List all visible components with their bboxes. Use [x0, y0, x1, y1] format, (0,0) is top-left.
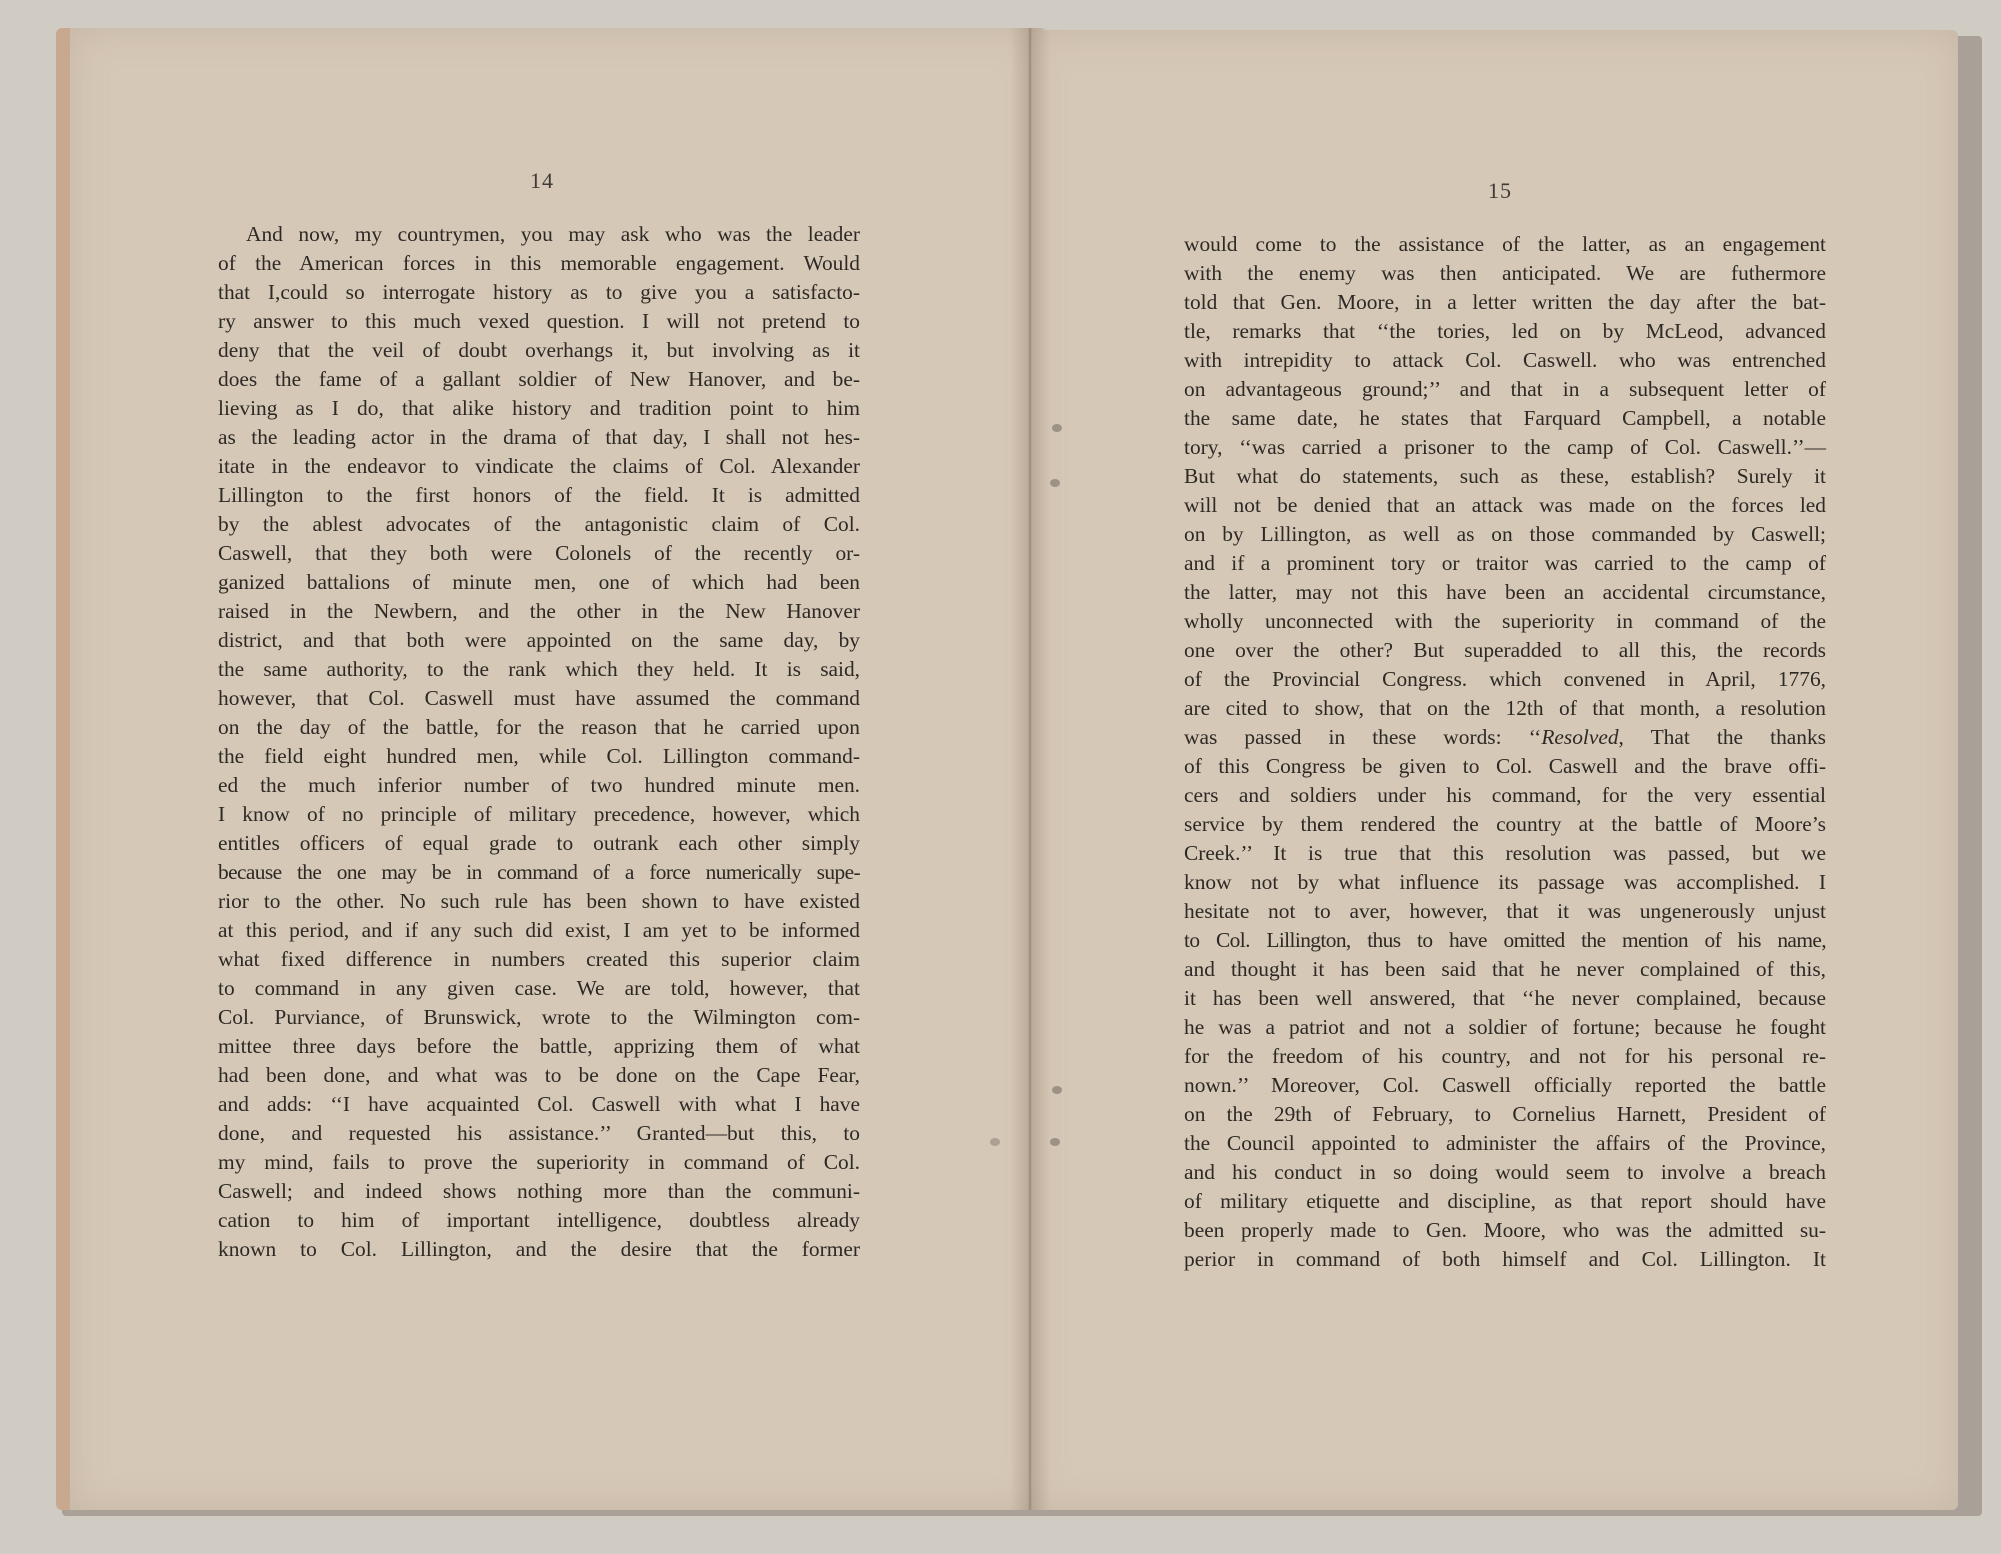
text-line: nown.’’ Moreover, Col. Caswell officially reported the battle	[1184, 1073, 1826, 1097]
text-line: the same date, he states that Farquard Campbell, a notable	[1184, 406, 1826, 430]
text-line: of the American forces in this memorable engagement. Would	[218, 251, 860, 275]
text-line: and his conduct in so doing would seem to involve a breach	[1184, 1160, 1826, 1184]
text-line: know not by what influence its passage was accomplished. I	[1184, 870, 1826, 894]
text-line: on by Lillington, as well as on those commanded by Caswell;	[1184, 522, 1826, 546]
text-line: that I,could so interrogate history as to give you a satisfacto-	[218, 280, 860, 304]
text-line: would come to the assistance of the latter, as an engagement	[1184, 232, 1826, 256]
page-number-left: 14	[530, 168, 554, 193]
resolved-lead: was passed in these words:	[1184, 725, 1502, 749]
text-line: to command in any given case. We are told, however, that	[218, 976, 860, 1000]
text-line: by the ablest advocates of the antagonistic claim of Col.	[218, 512, 860, 536]
text-line: the same authority, to the rank which they held. It is said,	[218, 657, 860, 681]
text-line: and thought it has been said that he never complained of this,	[1184, 957, 1826, 981]
text-line: ganized battalions of minute men, one of which had been	[218, 570, 860, 594]
text-line: are cited to show, that on the 12th of that month, a resolution	[1184, 696, 1826, 720]
binding-hole	[1052, 1086, 1062, 1094]
text-line: been properly made to Gen. Moore, who was the admitted su-	[1184, 1218, 1826, 1242]
text-line: I know of no principle of military precedence, however, which	[218, 802, 860, 826]
text-line: raised in the Newbern, and the other in the New Hanover	[218, 599, 860, 623]
text-line: with the enemy was then anticipated. We are futhermore	[1184, 261, 1826, 285]
text-line: cers and soldiers under his command, for the very essential	[1184, 783, 1826, 807]
text-line: he was a patriot and not a soldier of fortune; because he fought	[1184, 1015, 1826, 1039]
text-line: But what do statements, such as these, establish? Surely it	[1184, 464, 1826, 488]
page-number-right: 15	[1488, 178, 1512, 203]
text-line: done, and requested his assistance.’’ Granted—but this, to	[218, 1121, 860, 1145]
text-line: had been done, and what was to be done on the Cape Fear,	[218, 1063, 860, 1087]
binding-hole	[1050, 1138, 1060, 1146]
text-line: entitles officers of equal grade to outrank each other simply	[218, 831, 860, 855]
text-line: mittee three days before the battle, apprizing them of what	[218, 1034, 860, 1058]
text-line: service by them rendered the country at the battle of Moore’s	[1184, 812, 1826, 836]
text-line: told that Gen. Moore, in a letter written the day after the bat-	[1184, 290, 1826, 314]
text-line: on advantageous ground;’’ and that in a subsequent letter of	[1184, 377, 1826, 401]
text-line: rior to the other. No such rule has been shown to have existed	[218, 889, 860, 913]
right-page-body	[1184, 230, 1826, 1274]
text-line: as the leading actor in the drama of that day, I shall not hes-	[218, 425, 860, 449]
text-line: one over the other? But superadded to all this, the records	[1184, 638, 1826, 662]
text-line: ed the much inferior number of two hundred minute men.	[218, 773, 860, 797]
text-line: and adds: ‘‘I have acquainted Col. Caswell with what I have	[218, 1092, 860, 1116]
text-line: of the Provincial Congress. which convened in April, 1776,	[1184, 667, 1826, 691]
text-line: And now, my countrymen, you may ask who was the leader	[246, 222, 860, 246]
text-line: for the freedom of his country, and not for his personal re-	[1184, 1044, 1826, 1068]
text-line: deny that the veil of doubt overhangs it, but involving as it	[218, 338, 860, 362]
text-line: Lillington to the first honors of the field. It is admitted	[218, 483, 860, 507]
left-page-body	[218, 220, 860, 1264]
text-line: with intrepidity to attack Col. Caswell. who was entrenched	[1184, 348, 1826, 372]
text-line: my mind, fails to prove the superiority in command of Col.	[218, 1150, 860, 1174]
text-line: perior in command of both himself and Col. Lillington. It	[1184, 1247, 1826, 1271]
resolved-quote: ‘‘	[1528, 725, 1542, 749]
text-line: however, that Col. Caswell must have assumed the command	[218, 686, 860, 710]
text-line: the latter, may not this have been an accidental circumstance,	[1184, 580, 1826, 604]
book-gutter	[1010, 28, 1050, 1510]
text-line: cation to him of important intelligence, doubtless already	[218, 1208, 860, 1232]
text-line: and if a prominent tory or traitor was carried to the camp of	[1184, 551, 1826, 575]
binding-hole	[1052, 424, 1062, 432]
resolved-rest: , That the thanks	[1618, 725, 1826, 749]
text-line: lieving as I do, that alike history and tradition point to him	[218, 396, 860, 420]
text-line: tle, remarks that ‘‘the tories, led on by McLeod, advanced	[1184, 319, 1826, 343]
text-line: because the one may be in command of a force numerically supe-	[218, 860, 860, 884]
text-line: will not be denied that an attack was made on the forces led	[1184, 493, 1826, 517]
text-line: does the fame of a gallant soldier of New Hanover, and be-	[218, 367, 860, 391]
text-line: hesitate not to aver, however, that it was ungenerously unjust	[1184, 899, 1826, 923]
text-line: known to Col. Lillington, and the desire that the former	[218, 1237, 860, 1261]
text-line: at this period, and if any such did exist, I am yet to be informed	[218, 918, 860, 942]
text-line: on the 29th of February, to Cornelius Harnett, President of	[1184, 1102, 1826, 1126]
resolved-line	[1184, 723, 1826, 752]
text-line: Creek.’’ It is true that this resolution was passed, but we	[1184, 841, 1826, 865]
text-line: tory, ‘‘was carried a prisoner to the camp of Col. Caswell.’’—	[1184, 435, 1826, 459]
text-line: on the day of the battle, for the reason that he carried upon	[218, 715, 860, 739]
text-line: the Council appointed to administer the affairs of the Province,	[1184, 1131, 1826, 1155]
text-line: to Col. Lillington, thus to have omitted the mention of his name,	[1184, 928, 1826, 952]
resolved-word: Resolved	[1541, 725, 1619, 749]
text-line: it has been well answered, that ‘‘he never complained, because	[1184, 986, 1826, 1010]
text-line: the field eight hundred men, while Col. Lillington command-	[218, 744, 860, 768]
text-line: what fixed difference in numbers created this superior claim	[218, 947, 860, 971]
text-line: Caswell, that they both were Colonels of the recently or-	[218, 541, 860, 565]
text-line: itate in the endeavor to vindicate the claims of Col. Alexander	[218, 454, 860, 478]
text-line: district, and that both were appointed on the same day, by	[218, 628, 860, 652]
binding-hole	[990, 1138, 1000, 1146]
text-line: Col. Purviance, of Brunswick, wrote to the Wilmington com-	[218, 1005, 860, 1029]
text-line: of military etiquette and discipline, as that report should have	[1184, 1189, 1826, 1213]
text-line: of this Congress be given to Col. Caswell and the brave offi-	[1184, 754, 1826, 778]
binding-hole	[1050, 479, 1060, 487]
text-line: ry answer to this much vexed question. I will not pretend to	[218, 309, 860, 333]
text-line: Caswell; and indeed shows nothing more than the communi-	[218, 1179, 860, 1203]
text-line: wholly unconnected with the superiority in command of the	[1184, 609, 1826, 633]
